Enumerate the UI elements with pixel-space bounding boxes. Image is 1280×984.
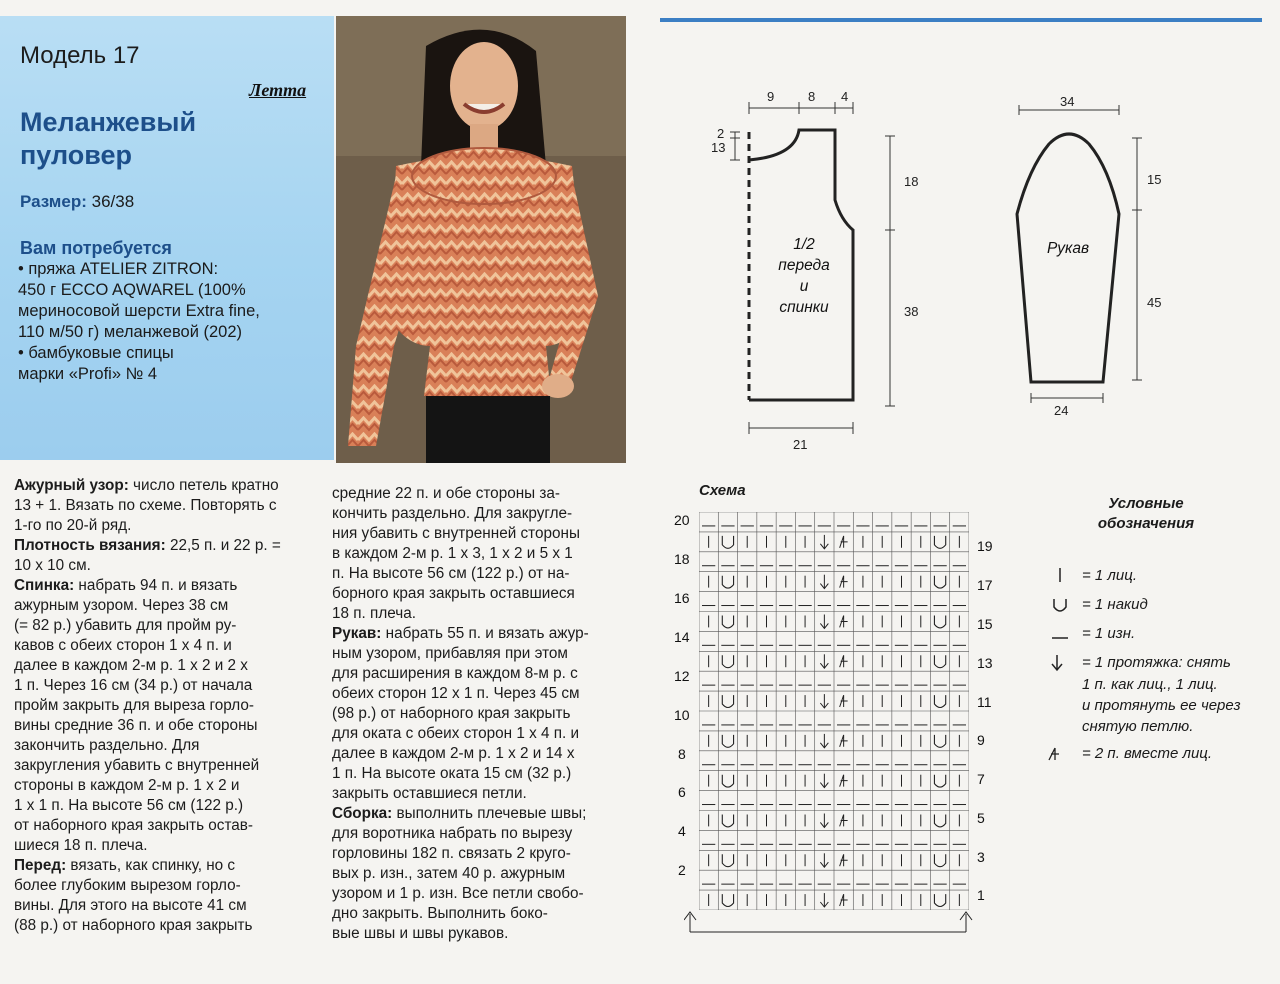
instruction-line <box>332 704 622 724</box>
instruction-text: 1 п. Через 16 см (34 р.) от начала <box>14 677 253 694</box>
dim-neck-mid: 8 <box>808 89 816 104</box>
instruction-text: кавов с обеих сторон 1 х 4 п. и <box>14 637 232 654</box>
instructions-column-2 <box>332 484 622 944</box>
instruction-text: (88 р.) от наборного края закрыть <box>14 917 253 934</box>
materials-line: • бамбуковые спицы <box>18 344 174 362</box>
instruction-heading: Перед: <box>14 857 67 874</box>
instruction-line <box>14 836 294 856</box>
dim-lower-height: 38 <box>904 304 919 319</box>
dim-upper-height: 18 <box>904 174 919 189</box>
instruction-text: 10 х 10 см. <box>14 557 91 574</box>
stitch-chart-grid <box>699 512 969 910</box>
dim-neck-left: 9 <box>767 89 775 104</box>
k2tog-mark <box>840 655 848 667</box>
instruction-heading: Спинка: <box>14 577 75 594</box>
instruction-text: вины средние 36 п. и обе стороны <box>14 717 258 734</box>
chart-title: Схема <box>699 482 746 499</box>
info-panel <box>0 16 334 460</box>
body-pattern-diagram <box>705 84 935 454</box>
instruction-heading: Рукав: <box>332 625 382 642</box>
size-label: Размер: <box>20 192 87 211</box>
instruction-text: вые швы и швы рукавов. <box>332 925 509 942</box>
instruction-text: пройм закрыть для выреза горло- <box>14 697 254 714</box>
instruction-line <box>332 844 622 864</box>
yarn-over-mark <box>722 576 733 588</box>
yarn-over-icon <box>1042 595 1068 615</box>
legend-text: = 1 накид <box>1082 596 1148 613</box>
model-number: Модель 17 <box>20 42 140 69</box>
legend-text: и протянуть ее через <box>1082 697 1241 714</box>
instruction-text: вязать, как спинку, но с <box>66 857 236 874</box>
instruction-text: борного края закрыть оставшиеся <box>332 585 575 602</box>
dim-sleeve-top: 34 <box>1060 94 1075 109</box>
instruction-line <box>14 856 294 876</box>
legend-title-line1: Условные <box>1108 495 1184 512</box>
purl-stitch-icon <box>1042 624 1068 644</box>
instruction-line <box>332 504 622 524</box>
row-number-right: 9 <box>977 732 985 748</box>
k2tog-mark <box>840 695 848 707</box>
instructions-column-1 <box>14 476 294 936</box>
yarn-over-mark <box>722 616 733 628</box>
k2tog-icon <box>1042 744 1068 764</box>
dim-sleeve-bottom: 24 <box>1054 403 1069 418</box>
model-photo-illustration <box>336 16 626 463</box>
instruction-text: шиеся 18 п. плеча. <box>14 837 148 854</box>
yarn-over-mark <box>722 815 733 827</box>
materials-list <box>18 259 318 385</box>
instruction-text: (= 82 р.) убавить для пройм ру- <box>14 617 237 634</box>
materials-line: • пряжа ATELIER ZITRON: <box>18 260 219 278</box>
instruction-text: ния убавить с внутренней стороны <box>332 525 580 542</box>
instruction-line <box>14 696 294 716</box>
legend-text: = 1 лиц. <box>1082 567 1137 584</box>
dim-neck-right: 4 <box>841 89 849 104</box>
instruction-text: стороны в каждом 2-м р. 1 х 2 и <box>14 777 240 794</box>
instruction-line <box>14 816 294 836</box>
instruction-text: для оката с обеих сторон 1 х 4 п. и <box>332 725 580 742</box>
yarn-over-mark <box>934 536 945 548</box>
instruction-line <box>14 556 294 576</box>
instruction-text: более глубоким вырезом горло- <box>14 877 241 894</box>
dim-sleeve-cap: 15 <box>1147 172 1162 187</box>
instruction-line <box>14 636 294 656</box>
instruction-line <box>332 804 622 824</box>
sleeve-piece-label: Рукав <box>1046 240 1090 257</box>
body-label-line: и <box>799 278 809 295</box>
yarn-over-mark <box>934 854 945 866</box>
instruction-text: обеих сторон 12 х 1 п. Через 45 см <box>332 685 580 702</box>
yarn-over-mark <box>934 775 945 787</box>
instruction-text: узором и 1 р. изн. Все петли свобо- <box>332 885 584 902</box>
yarn-over-mark <box>722 655 733 667</box>
dim-neck-h1: 2 <box>717 126 725 141</box>
instruction-line <box>332 784 622 804</box>
garment-title <box>20 106 260 172</box>
body-piece-label <box>761 234 847 318</box>
instruction-text: 13 + 1. Вязать по схеме. Повторять с <box>14 497 277 514</box>
instruction-line <box>332 564 622 584</box>
instruction-line <box>332 584 622 604</box>
body-label-line: спинки <box>779 299 829 316</box>
instruction-line <box>14 716 294 736</box>
k2tog-mark <box>840 815 848 827</box>
instruction-line <box>332 924 622 944</box>
yarn-over-mark <box>934 894 945 906</box>
garment-title-line2: пуловер <box>20 140 133 170</box>
instruction-text: набрать 94 п. и вязать <box>74 577 238 594</box>
instruction-text: ажурным узором. Через 38 см <box>14 597 229 614</box>
row-number-right: 17 <box>977 577 993 593</box>
instruction-text: дно закрыть. Выполнить боко- <box>332 905 548 922</box>
row-number-right: 11 <box>977 694 992 710</box>
row-number-left: 20 <box>674 512 690 528</box>
row-number-right: 1 <box>977 887 985 903</box>
yarn-over-mark <box>722 775 733 787</box>
materials-heading: Вам потребуется <box>20 238 172 258</box>
yarn-over-mark <box>934 735 945 747</box>
yarn-over-mark <box>722 536 733 548</box>
row-number-left: 14 <box>674 629 690 645</box>
materials-line: мериносовой шерсти Extra fine, <box>18 302 260 320</box>
row-number-left: 16 <box>674 590 690 606</box>
pull-through-icon <box>1042 653 1068 673</box>
instruction-text: 1 х 1 п. На высоте 56 см (122 р.) <box>14 797 244 814</box>
instruction-text: выполнить плечевые швы; <box>392 805 587 822</box>
instruction-text: далее в каждом 2-м р. 1 х 2 и 14 х <box>332 745 575 762</box>
instruction-line <box>332 484 622 504</box>
instruction-line <box>14 736 294 756</box>
instruction-heading: Ажурный узор: <box>14 477 129 494</box>
row-number-right: 7 <box>977 771 985 787</box>
instruction-text: (98 р.) от наборного края закрыть <box>332 705 571 722</box>
size-line <box>20 192 134 212</box>
instruction-text: 22,5 п. и 22 р. = <box>165 537 281 554</box>
dim-width: 21 <box>793 437 808 452</box>
instruction-text: закругления убавить с внутренней <box>14 757 260 774</box>
stitch-chart-svg <box>699 512 969 910</box>
instruction-line <box>332 884 622 904</box>
yarn-over-mark <box>934 616 945 628</box>
instruction-text: закрыть оставшиеся петли. <box>332 785 527 802</box>
row-number-left: 8 <box>678 746 686 762</box>
legend-text: = 2 п. вместе лиц. <box>1082 745 1213 762</box>
yarn-over-mark <box>934 655 945 667</box>
materials-line: 110 м/50 г) меланжевой (202) <box>18 323 243 341</box>
instruction-heading: Сборка: <box>332 805 393 822</box>
instruction-text: 18 п. плеча. <box>332 605 416 622</box>
instruction-line <box>332 644 622 664</box>
row-number-left: 4 <box>678 823 686 839</box>
k2tog-mark <box>840 536 848 548</box>
row-number-right: 15 <box>977 616 993 632</box>
body-label-line: переда <box>778 257 830 274</box>
instruction-line <box>14 496 294 516</box>
k2tog-mark <box>840 775 848 787</box>
dim-neck-h2: 13 <box>711 140 726 155</box>
k2tog-mark <box>840 894 848 906</box>
instruction-text: вых р. изн., затем 40 р. ажурным <box>332 865 566 882</box>
row-number-right: 3 <box>977 849 985 865</box>
size-value: 36/38 <box>91 192 135 211</box>
instruction-line <box>14 516 294 536</box>
row-number-left: 18 <box>674 551 690 567</box>
legend-title <box>1086 494 1206 534</box>
materials-line: 450 г ECCO AQWAREL (100% <box>18 281 246 299</box>
instruction-line <box>332 664 622 684</box>
instruction-line <box>14 656 294 676</box>
row-number-left: 10 <box>674 707 690 723</box>
instruction-text: ным узором, прибавляя при этом <box>332 645 568 662</box>
instruction-line <box>14 596 294 616</box>
instruction-text: от наборного края закрыть остав- <box>14 817 254 834</box>
knit-stitch-icon <box>1042 566 1068 586</box>
instruction-line <box>14 876 294 896</box>
instruction-line <box>332 544 622 564</box>
instruction-line <box>332 624 622 644</box>
legend-text: = 1 изн. <box>1082 625 1136 642</box>
instruction-text: кончить раздельно. Для закругле- <box>332 505 573 522</box>
yarn-over-mark <box>722 854 733 866</box>
k2tog-mark <box>840 854 848 866</box>
k2tog-mark <box>840 616 848 628</box>
row-number-right: 19 <box>977 538 993 554</box>
yarn-over-mark <box>722 894 733 906</box>
instruction-text: п. На высоте 56 см (122 р.) от на- <box>332 565 570 582</box>
instruction-line <box>14 676 294 696</box>
instruction-line <box>332 864 622 884</box>
instruction-text: закончить раздельно. Для <box>14 737 200 754</box>
yarn-over-mark <box>934 815 945 827</box>
instruction-text: вины. Для этого на высоте 41 см <box>14 897 247 914</box>
instruction-text: горловины 182 п. связать 2 круго- <box>332 845 571 862</box>
instruction-line <box>332 744 622 764</box>
instruction-line <box>14 776 294 796</box>
instruction-text: набрать 55 п. и вязать ажур- <box>381 625 589 642</box>
dim-sleeve-length: 45 <box>1147 295 1162 310</box>
body-label-line: 1/2 <box>793 236 815 253</box>
instruction-text: средние 22 п. и обе стороны за- <box>332 485 561 502</box>
row-number-right: 5 <box>977 810 985 826</box>
instruction-line <box>332 524 622 544</box>
instruction-heading: Плотность вязания: <box>14 537 166 554</box>
instruction-line <box>332 824 622 844</box>
legend-title-line2: обозначения <box>1097 515 1195 532</box>
row-number-left: 12 <box>674 668 690 684</box>
row-number-right: 13 <box>977 655 993 671</box>
instruction-line <box>14 756 294 776</box>
instruction-text: далее в каждом 2-м р. 1 х 2 и 2 х <box>14 657 248 674</box>
yarn-over-mark <box>722 695 733 707</box>
legend-text: 1 п. как лиц., 1 лиц. <box>1082 676 1218 693</box>
legend-text: = 1 протяжка: снять <box>1082 654 1231 671</box>
watermark-link[interactable]: Летта <box>249 80 307 100</box>
instruction-text: для воротника набрать по вырезу <box>332 825 573 842</box>
instruction-line <box>14 536 294 556</box>
row-number-left: 2 <box>678 862 686 878</box>
instruction-line <box>14 476 294 496</box>
sleeve-pattern-diagram <box>1005 88 1185 428</box>
instruction-text: в каждом 2-м р. 1 х 3, 1 х 2 и 5 х 1 <box>332 545 573 562</box>
instruction-text: число петель кратно <box>128 477 279 494</box>
yarn-over-mark <box>722 735 733 747</box>
instruction-line <box>14 796 294 816</box>
yarn-over-mark <box>934 576 945 588</box>
instruction-line <box>14 916 294 936</box>
instruction-line <box>332 724 622 744</box>
instruction-line <box>332 904 622 924</box>
k2tog-mark <box>840 735 848 747</box>
top-rule-divider <box>660 18 1262 22</box>
instruction-line <box>332 764 622 784</box>
instruction-line <box>14 616 294 636</box>
model-photo <box>336 16 626 463</box>
k2tog-mark <box>840 576 848 588</box>
instruction-line <box>14 576 294 596</box>
instruction-text: 1 п. На высоте оката 15 см (32 р.) <box>332 765 572 782</box>
repeat-bracket <box>684 910 974 938</box>
instruction-line <box>14 896 294 916</box>
instruction-line <box>332 684 622 704</box>
instruction-line <box>332 604 622 624</box>
legend-text: снятую петлю. <box>1082 718 1194 735</box>
materials-line: марки «Profi» № 4 <box>18 365 158 383</box>
yarn-over-mark <box>934 695 945 707</box>
garment-title-line1: Меланжевый <box>20 107 197 137</box>
instruction-text: 1-го по 20-й ряд. <box>14 517 132 534</box>
instruction-text: для расширения в каждом 8-м р. с <box>332 665 578 682</box>
row-number-left: 6 <box>678 784 686 800</box>
